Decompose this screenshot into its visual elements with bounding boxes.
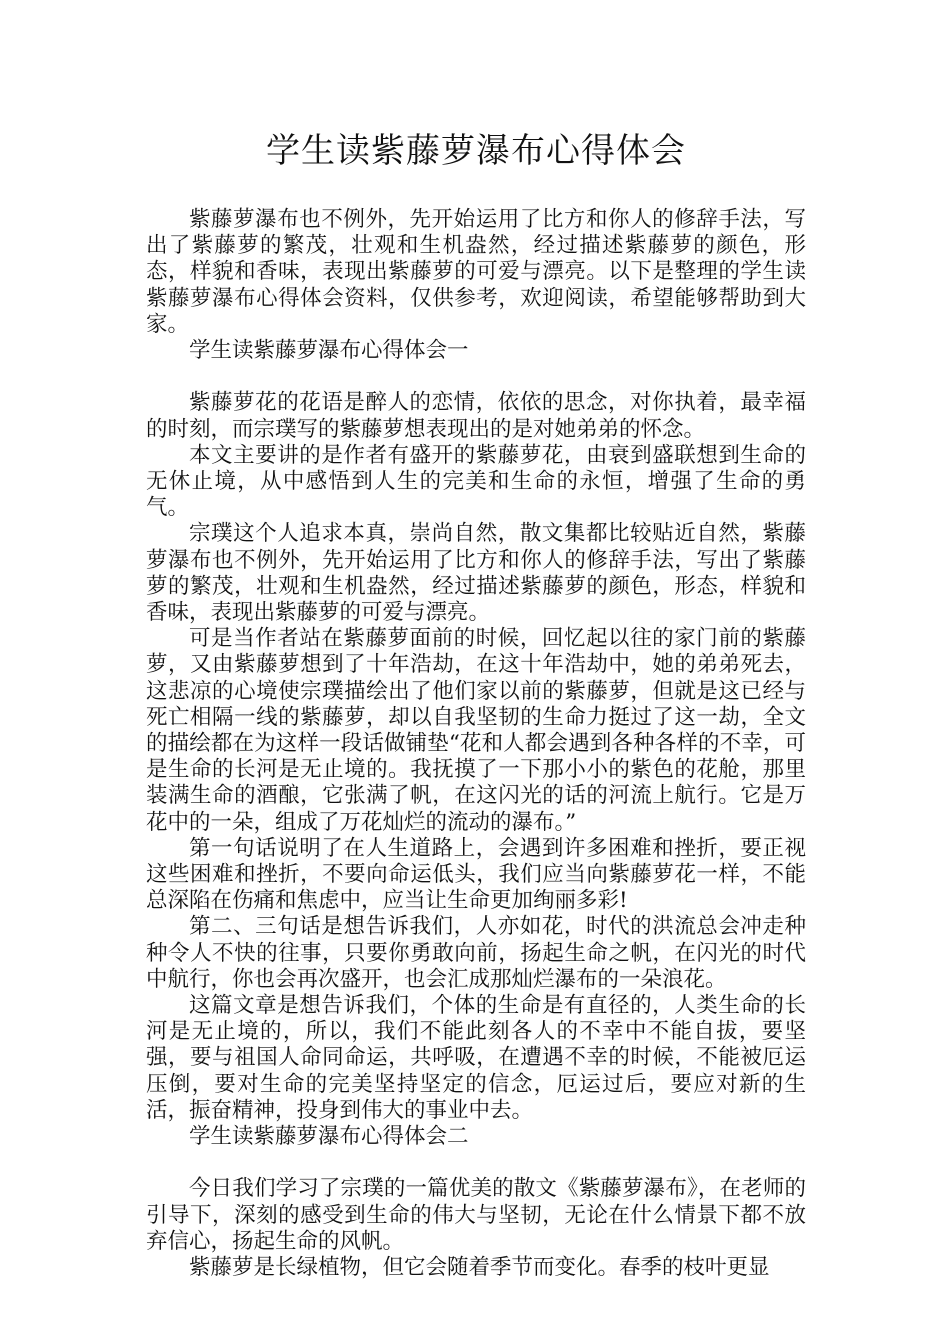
section-heading-1: 学生读紫藤萝瀑布心得体会一 [189,338,469,364]
paragraph: 宗璞这个人追求本真，崇尚自然，散文集都比较贴近自然，紫藤萝瀑布也不例外，先开始运用了比方和你人的修辞手法，写出了紫藤萝的繁茂，壮观和生机盎然，经过描述紫藤萝的颜色，形态，样貌和香味，表现出紫藤萝的可爱与漂亮。 [146,521,806,626]
paragraph: 第二、三句话是想告诉我们，人亦如花，时代的洪流总会冲走种种令人不快的往事，只要你勇敢向前，扬起生命之帆，在闪光的时代中航行，你也会再次盛开，也会汇成那灿烂瀑布的一朵浪花。 [146,914,806,992]
paragraph: 第一句话说明了在人生道路上，会遇到许多困难和挫折，要正视这些困难和挫折，不要向命运低头，我们应当向紫藤萝花一样，不能总深陷在伤痛和焦虑中，应当让生命更加绚丽多彩! [146,835,806,914]
document-title: 学生读紫藤萝瀑布心得体会 [266,131,686,171]
paragraph: 今日我们学习了宗璞的一篇优美的散文《紫藤萝瀑布》，在老师的引导下，深刻的感受到生命的伟大与坚韧，无论在什么情景下都不放弃信心，扬起生命的风帆。 [146,1176,806,1254]
document-body [146,207,806,1281]
document-page [146,126,806,1281]
paragraph: 紫藤萝是长绿植物，但它会随着季节而变化。春季的枝叶更显 [189,1255,770,1281]
paragraph: 可是当作者站在紫藤萝面前的时候，回忆起以往的家门前的紫藤萝，又由紫藤萝想到了十年浩劫，在这十年浩劫中，她的弟弟死去，这悲凉的心境使宗璞描绘出了他们家以前的紫藤萝，但就是这已经与死亡相隔一线的紫藤萝，却以自我坚韧的生命力挺过了这一劫，全文的描绘都在为这样一段话做铺垫“花和人都会遇到各种各样的不幸，可是生命的长河是无止境的。我抚摸了一下那小小的紫色的花舱，那里装满生命的酒酿，它张满了帆，在这闪光的话的河流上航行。它是万花中的一朵，组成了万花灿烂的流动的瀑布。” [146,626,806,835]
paragraph: 紫藤萝花的花语是醉人的恋情，依依的思念，对你执着，最幸福的时刻，而宗璞写的紫藤萝想表现出的是对她弟弟的怀念。 [146,390,806,442]
intro-paragraph: 紫藤萝瀑布也不例外，先开始运用了比方和你人的修辞手法，写出了紫藤萝的繁茂，壮观和生机盎然，经过描述紫藤萝的颜色，形态，样貌和香味，表现出紫藤萝的可爱与漂亮。以下是整理的学生读紫藤萝瀑布心得体会资料，仅供参考，欢迎阅读，希望能够帮助到大家。 [146,207,806,337]
paragraph: 本文主要讲的是作者有盛开的紫藤萝花，由衰到盛联想到生命的无休止境，从中感悟到人生的完美和生命的永恒，增强了生命的勇气。 [146,442,806,521]
paragraph: 这篇文章是想告诉我们，个体的生命是有直径的，人类生命的长河是无止境的，所以，我们不能此刻各人的不幸中不能自拔，要坚强，要与祖国人命同命运，共呼吸，在遭遇不幸的时候，不能被厄运压倒，要对生命的完美坚持坚定的信念，厄运过后，要应对新的生活，振奋精神，投身到伟大的事业中去。 [146,993,806,1123]
section-heading-2: 学生读紫藤萝瀑布心得体会二 [189,1124,469,1150]
